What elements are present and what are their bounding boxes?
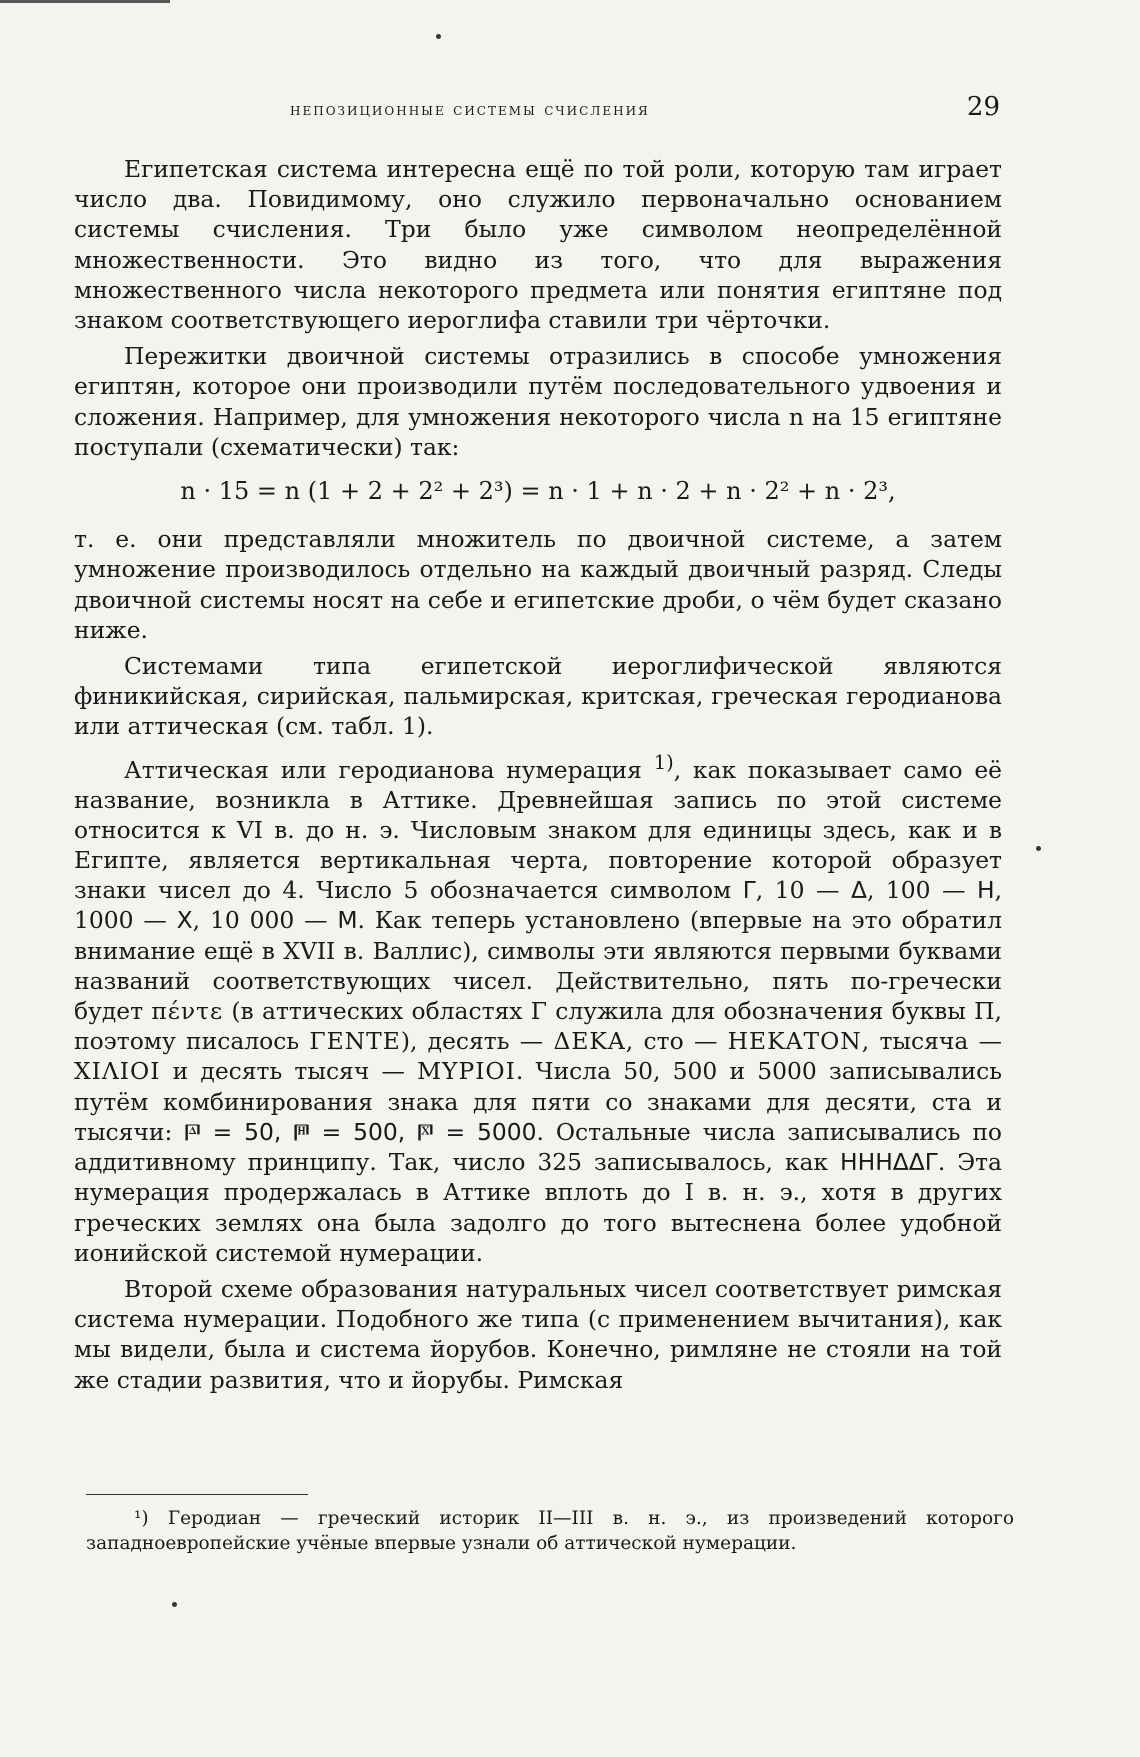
greek-word-hekaton: ΗΕΚΑΤΟΝ [727, 1027, 862, 1056]
paragraph-binary-multiplication: Пережитки двоичной системы отразились в способе умножения египтян, которое они производили путём последовательного удвоения и сложения. Например, для умножения некоторого числа n на 15 египтяне поступали (схематически) так: [74, 342, 1002, 461]
footnote-ref: 1) [653, 750, 674, 774]
greek-word-pente-caps: ΓΕΝΤΕ [309, 1027, 401, 1056]
attic-symbol-1000: Χ [176, 906, 193, 935]
attic-symbol-100: Η [976, 876, 995, 905]
text-run: . Числа 50, 500 и 5000 записывались путём комбинирования знака для пяти со знаками для десяти, ста и тысячи: [74, 1057, 1002, 1146]
greek-word-myrioi: ΜΥΡΙΟΙ [417, 1057, 516, 1086]
text-run: , тысяча — [861, 1027, 1002, 1056]
greek-word-xilioi: ΧΙΛΙΟΙ [74, 1057, 161, 1086]
formula-multiplication: n · 15 = n (1 + 2 + 2² + 2³) = n · 1 + n · 2 + n · 2² + n · 2³, [180, 477, 896, 506]
text-run: . Эта нумерация продержалась в Аттике вплоть до I в. н. э., хотя в других греческих землях она была задолго до того вытеснена более удобной ионийской системой нумерации. [74, 1148, 1003, 1267]
text-run: , 1000 — [74, 876, 1003, 935]
greek-word-pente: πέντε [151, 997, 224, 1026]
paragraph-attic-numeration [74, 748, 1002, 1268]
attic-symbol-5: Γ [742, 876, 756, 905]
text-run: . Остальные числа записывались по аддитивному принципу. Так, число 325 записывалось, как [74, 1117, 1002, 1177]
attic-symbol-10000: Μ [337, 906, 358, 935]
ink-speck [1036, 846, 1041, 851]
paragraph-egypt-two: Египетская система интересна ещё по той роли, которую там играет число два. Повидимому, оно служило первоначально основанием системы счисления. Три было уже символом неопределённой множественности. Это видно из того, что для выражения множественного числа некоторого предмета или понятия египтяне под знаком соответствующего иероглифа ставили три чёрточки. [74, 155, 1002, 335]
paragraph-roman-numeration: Второй схеме образования натуральных чисел соответствует римская система нумерации. Подобного же типа (с применением вычитания), как мы видели, была и система йорубов. Конечно, римляне не стояли на той же стадии развития, что и йорубы. Римская [74, 1274, 1002, 1394]
text-run: (в аттических областях Γ служила для обозначения буквы Π, поэтому писалось [74, 997, 1002, 1056]
text-run: Аттическая или геродианова нумерация [124, 755, 654, 784]
footnote: ¹) Геродиан — греческий историк II—III в. н. э., из произведений которого западноевропейские учёные впервые узнали об аттической нумерации. [86, 1508, 1014, 1554]
page-header [70, 92, 1000, 132]
greek-word-deka: ΔΕΚΑ [553, 1027, 626, 1056]
footnote-divider [86, 1494, 308, 1495]
text-run: . Как теперь установлено (впервые на это обратил внимание ещё в XVII в. Валлис), символы эти являются первыми буквами названий соответствующих чисел. Действительно, пять по-гречески будет [74, 906, 1002, 1026]
ink-speck [436, 34, 441, 39]
ink-speck [172, 1602, 177, 1607]
text-run: , сто — [625, 1027, 728, 1056]
text-run: и десять тысяч — [160, 1057, 418, 1086]
text-run: , 100 — [866, 876, 977, 905]
scan-edge-mark [0, 0, 170, 3]
text-run: , 10 — [755, 876, 851, 905]
main-text [74, 154, 1002, 1395]
running-title: непозиционные системы счисления [290, 100, 650, 120]
paragraph-after-formula: т. е. они представляли множитель по двоичной системе, а затем умножение производилось отдельно на каждый двоичный разряд. Следы двоичной системы носят на себе и египетские дроби, о чём будет сказано ниже. [74, 525, 1002, 644]
paragraph-system-types: Системами типа египетской иероглифической являются финикийская, сирийская, пальмирская, критская, греческая геродианова или аттическая (см. табл. 1). [74, 652, 1002, 741]
text-run: , как показывает само её название, возникла в Аттике. Древнейшая запись по этой системе относится к VI в. до н. э. Числовым знаком для единицы здесь, как и в Египте, является вертикальная черта, повторение которой образует знаки чисел до 4. Число 5 обозначается символом [74, 755, 1002, 905]
attic-number-325: ΗΗΗΔΔΓ [840, 1148, 938, 1177]
attic-symbol-10: Δ [850, 876, 867, 905]
attic-combined-symbols: 𐅄 = 50, 𐅅 = 500, 𐅆 = 5000 [184, 1117, 537, 1146]
text-run: ), десять — [400, 1027, 554, 1056]
text-run: , 10 000 — [192, 906, 338, 935]
page-number: 29 [966, 92, 1000, 122]
